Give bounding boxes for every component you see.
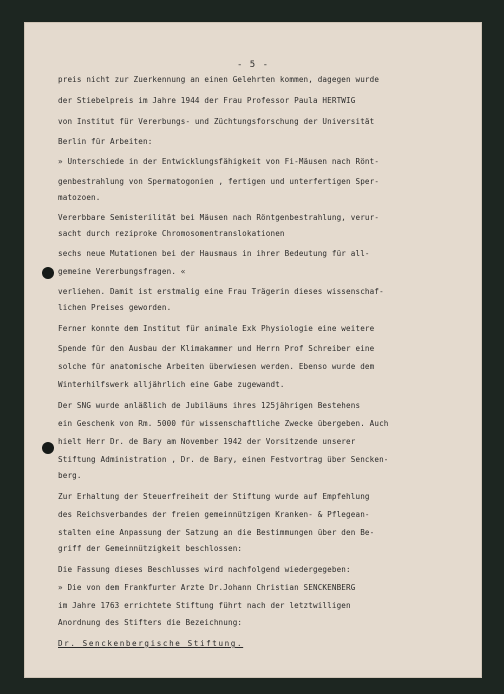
text-line: Vererbbare Semisterilität bei Mäusen nach Röntgenbestrahlung, verur- (58, 213, 380, 222)
text-line: » Die von dem Frankfurter Arzte Dr.Johann Christian SENCKENBERG (58, 583, 356, 592)
text-line: Anordnung des Stifters die Bezeichnung: (58, 618, 243, 627)
punch-hole-top (42, 267, 54, 279)
text-line: verliehen. Damit ist erstmalig eine Frau Trägerin dieses wissenschaf- (58, 287, 384, 296)
page-number: - 5 - (236, 60, 270, 70)
text-line: solche für anatomische Arbeiten überwiesen werden. Ebenso wurde dem (58, 362, 375, 371)
text-line: lichen Preises geworden. (58, 303, 172, 312)
text-line: ein Geschenk von Rm. 5000 für wissenschaftliche Zwecke übergeben. Auch (58, 419, 389, 428)
text-line: » Unterschiede in der Entwicklungsfähigkeit von Fi-Mäusen nach Rönt- (58, 157, 380, 166)
text-line: sechs neue Mutationen bei der Hausmaus in ihrer Bedeutung für all- (58, 249, 370, 258)
text-line: Berlin für Arbeiten: (58, 137, 153, 146)
text-line: genbestrahlung von Spermatogonien , fertigen und unterfertigen Sper- (58, 177, 380, 186)
punch-hole-bottom (42, 442, 54, 454)
text-line: preis nicht zur Zuerkennung an einen Gelehrten kommen, dagegen wurde (58, 75, 380, 84)
text-line: berg. (58, 471, 82, 480)
foundation-name-line: Dr. Senckenbergische Stiftung. (58, 639, 244, 648)
text-line: Die Fassung dieses Beschlusses wird nachfolgend wiedergegeben: (58, 565, 351, 574)
text-line: der Stiebelpreis im Jahre 1944 der Frau Professor Paula HERTWIG (58, 96, 356, 105)
text-line: matozoen. (58, 193, 101, 202)
text-line: Spende für den Ausbau der Klimakammer und Herrn Prof Schreiber eine (58, 344, 375, 353)
text-line: Zur Erhaltung der Steuerfreiheit der Stiftung wurde auf Empfehlung (58, 492, 370, 501)
text-line: des Reichsverbandes der freien gemeinnützigen Kranken- & Pflegean- (58, 510, 370, 519)
text-line: gemeine Vererbungsfragen. « (58, 267, 186, 276)
text-line: griff der Gemeinnützigkeit beschlossen: (58, 544, 243, 553)
text-line: Stiftung Administration , Dr. de Bary, einen Festvortrag über Sencken- (58, 455, 389, 464)
text-line: im Jahre 1763 errichtete Stiftung führt nach der letztwilligen (58, 601, 351, 610)
text-line: Ferner konnte dem Institut für animale Exk Physiologie eine weitere (58, 324, 375, 333)
text-line: sacht durch reziproke Chromosomentranslokationen (58, 229, 285, 238)
text-line: Winterhilfswerk alljährlich eine Gabe zugewandt. (58, 380, 285, 389)
text-line: Der SNG wurde anläßlich de Jubiläums ihres 125jährigen Bestehens (58, 401, 361, 410)
text-line: stalten eine Anpassung der Satzung an die Bestimmungen über den Be- (58, 528, 375, 537)
text-line: von Institut für Vererbungs- und Züchtungsforschung der Universität (58, 117, 375, 126)
text-line: hielt Herr Dr. de Bary am November 1942 der Vorsitzende unserer (58, 437, 356, 446)
